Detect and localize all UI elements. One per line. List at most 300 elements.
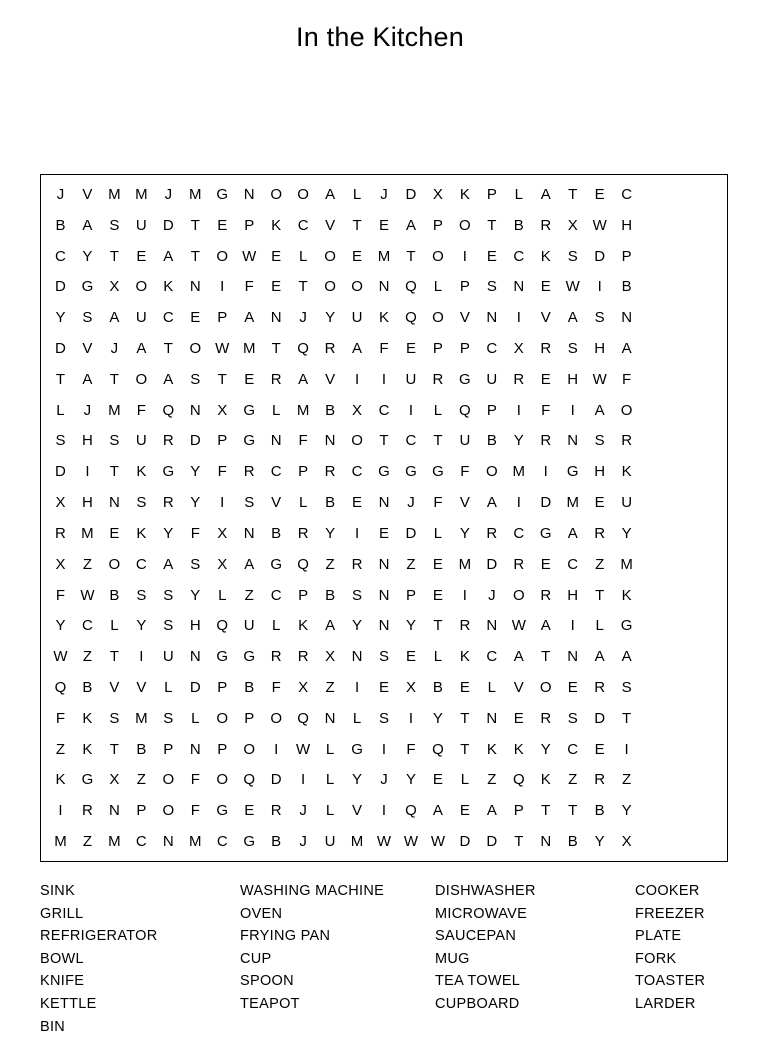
grid-letter[interactable]: E — [378, 216, 389, 234]
grid-letter[interactable]: L — [460, 771, 470, 789]
word-list-item[interactable]: REFRIGERATOR — [40, 928, 158, 945]
grid-letter[interactable]: Y — [325, 309, 336, 327]
grid-letter[interactable]: H — [567, 370, 579, 388]
grid-letter[interactable]: V — [459, 309, 470, 327]
grid-letter[interactable]: E — [540, 555, 551, 573]
grid-letter[interactable]: T — [622, 709, 632, 727]
grid-letter[interactable]: E — [271, 278, 282, 296]
grid-letter[interactable]: J — [299, 309, 307, 327]
grid-letter[interactable]: Z — [595, 555, 605, 573]
grid-letter[interactable]: N — [243, 185, 255, 203]
grid-letter[interactable] — [667, 241, 694, 272]
grid-letter[interactable]: M — [135, 185, 148, 203]
grid-letter[interactable]: I — [597, 278, 602, 296]
grid-letter[interactable]: R — [351, 555, 363, 573]
grid-letter[interactable]: J — [110, 339, 119, 357]
grid-letter[interactable]: S — [567, 339, 578, 357]
grid-letter[interactable]: I — [516, 401, 521, 419]
grid-letter[interactable]: S — [163, 586, 174, 604]
grid-letter[interactable]: Q — [405, 802, 417, 820]
grid-letter[interactable]: B — [513, 216, 524, 234]
word-list-item[interactable]: DISHWASHER — [435, 883, 536, 899]
grid-letter[interactable]: V — [325, 216, 336, 234]
grid-letter[interactable]: P — [136, 802, 147, 820]
grid-letter[interactable]: I — [462, 247, 467, 265]
grid-letter[interactable]: X — [513, 339, 524, 357]
grid-letter[interactable]: B — [486, 432, 497, 450]
grid-letter[interactable]: L — [325, 771, 335, 789]
grid-letter[interactable]: Q — [54, 678, 67, 696]
word-list-item[interactable]: FORK — [635, 950, 677, 967]
grid-letter[interactable]: W — [215, 339, 230, 357]
grid-letter[interactable]: C — [135, 833, 147, 851]
grid-letter[interactable]: M — [108, 401, 121, 419]
grid-letter[interactable]: Q — [432, 740, 444, 758]
grid-letter[interactable]: O — [459, 216, 471, 234]
grid-letter[interactable]: R — [297, 524, 309, 542]
grid-letter[interactable]: S — [136, 586, 147, 604]
grid-letter[interactable]: R — [621, 432, 633, 450]
grid-letter[interactable]: M — [458, 555, 472, 573]
grid-letter[interactable]: S — [109, 709, 120, 727]
grid-letter[interactable]: L — [433, 401, 443, 419]
grid-letter[interactable]: X — [217, 401, 228, 419]
grid-letter[interactable]: S — [244, 494, 255, 512]
grid-letter[interactable]: S — [486, 278, 497, 296]
grid-letter[interactable]: S — [594, 432, 605, 450]
grid-letter[interactable]: H — [567, 586, 579, 604]
grid-letter[interactable]: L — [164, 678, 173, 696]
grid-letter[interactable]: S — [109, 216, 120, 234]
grid-letter[interactable]: O — [135, 370, 148, 388]
grid-letter[interactable]: A — [352, 339, 363, 357]
grid-letter[interactable]: C — [486, 648, 498, 666]
grid-letter[interactable]: N — [189, 648, 201, 666]
grid-letter[interactable]: X — [298, 678, 309, 696]
grid-letter[interactable]: P — [513, 802, 524, 820]
grid-letter[interactable]: N — [378, 494, 390, 512]
grid-letter[interactable] — [640, 795, 667, 826]
grid-letter[interactable]: J — [164, 185, 173, 203]
grid-letter[interactable]: G — [243, 401, 256, 419]
grid-letter[interactable]: Q — [297, 555, 309, 573]
grid-letter[interactable]: K — [271, 216, 282, 234]
grid-letter[interactable] — [694, 271, 721, 302]
grid-letter[interactable]: F — [217, 463, 227, 481]
grid-letter[interactable]: A — [325, 617, 336, 635]
grid-letter[interactable]: X — [352, 401, 363, 419]
grid-letter[interactable]: G — [620, 617, 633, 635]
grid-letter[interactable] — [667, 795, 694, 826]
grid-letter[interactable]: T — [541, 648, 551, 666]
grid-letter[interactable]: L — [595, 617, 604, 635]
grid-letter[interactable]: K — [82, 709, 93, 727]
grid-letter[interactable]: A — [567, 524, 578, 542]
word-list-item[interactable]: FREEZER — [635, 905, 705, 922]
grid-letter[interactable]: N — [486, 709, 498, 727]
grid-letter[interactable]: M — [108, 185, 121, 203]
grid-letter[interactable]: O — [135, 278, 148, 296]
word-list-item[interactable]: MUG — [435, 950, 470, 967]
grid-letter[interactable]: B — [271, 524, 282, 542]
grid-letter[interactable]: N — [189, 740, 201, 758]
grid-letter[interactable]: C — [513, 247, 525, 265]
grid-letter[interactable]: H — [189, 617, 201, 635]
grid-letter[interactable]: Y — [190, 586, 201, 604]
grid-letter[interactable]: W — [511, 617, 526, 635]
grid-letter[interactable]: N — [378, 555, 390, 573]
grid-letter[interactable]: E — [513, 709, 524, 727]
grid-letter[interactable]: A — [163, 555, 174, 573]
grid-letter[interactable]: O — [270, 185, 282, 203]
grid-letter[interactable]: Y — [432, 709, 443, 727]
grid-letter[interactable]: M — [377, 247, 391, 265]
grid-letter[interactable]: R — [432, 370, 444, 388]
grid-letter[interactable]: L — [325, 802, 335, 820]
grid-letter[interactable]: O — [351, 432, 363, 450]
grid-letter[interactable]: T — [298, 278, 308, 296]
grid-letter[interactable]: A — [244, 309, 255, 327]
grid-letter[interactable] — [667, 333, 694, 364]
grid-letter[interactable]: O — [108, 555, 121, 573]
grid-letter[interactable] — [694, 580, 721, 611]
grid-letter[interactable] — [694, 672, 721, 703]
grid-letter[interactable]: O — [432, 309, 444, 327]
grid-letter[interactable]: A — [405, 216, 416, 234]
grid-letter[interactable]: R — [540, 709, 552, 727]
grid-letter[interactable]: Y — [190, 494, 201, 512]
grid-letter[interactable] — [694, 826, 721, 857]
grid-letter[interactable]: R — [270, 370, 282, 388]
grid-letter[interactable]: F — [541, 401, 551, 419]
grid-letter[interactable]: E — [352, 247, 363, 265]
grid-letter[interactable] — [640, 271, 667, 302]
grid-letter[interactable]: N — [270, 432, 282, 450]
grid-letter[interactable] — [667, 580, 694, 611]
grid-letter[interactable]: X — [55, 494, 66, 512]
grid-letter[interactable]: I — [381, 370, 387, 388]
grid-letter[interactable] — [640, 549, 667, 580]
grid-letter[interactable] — [667, 703, 694, 734]
grid-letter[interactable]: M — [189, 185, 202, 203]
grid-letter[interactable]: B — [271, 833, 282, 851]
grid-letter[interactable]: J — [488, 586, 496, 604]
grid-letter[interactable]: S — [190, 370, 201, 388]
grid-letter[interactable]: T — [433, 432, 443, 450]
grid-letter[interactable]: Z — [325, 678, 335, 696]
grid-letter[interactable]: I — [354, 370, 360, 388]
grid-letter[interactable]: N — [621, 309, 633, 327]
grid-letter[interactable]: L — [110, 617, 119, 635]
grid-letter[interactable]: X — [621, 833, 632, 851]
grid-letter[interactable]: S — [352, 586, 363, 604]
grid-letter[interactable]: A — [136, 339, 147, 357]
grid-letter[interactable]: M — [350, 833, 364, 851]
grid-letter[interactable]: M — [512, 463, 526, 481]
grid-letter[interactable]: E — [217, 216, 228, 234]
grid-letter[interactable]: X — [109, 771, 120, 789]
grid-letter[interactable]: J — [380, 771, 388, 789]
grid-letter[interactable]: S — [594, 309, 605, 327]
grid-letter[interactable]: L — [433, 278, 443, 296]
grid-letter[interactable]: K — [82, 740, 93, 758]
grid-letter[interactable]: D — [55, 278, 66, 296]
grid-letter[interactable]: T — [541, 802, 551, 820]
grid-letter[interactable] — [694, 364, 721, 395]
grid-letter[interactable] — [640, 395, 667, 426]
grid-letter[interactable]: P — [432, 216, 443, 234]
grid-letter[interactable]: R — [540, 339, 552, 357]
grid-letter[interactable]: D — [486, 833, 498, 851]
grid-letter[interactable]: Q — [216, 617, 229, 635]
grid-letter[interactable]: S — [378, 709, 389, 727]
grid-letter[interactable] — [640, 179, 667, 210]
grid-letter[interactable]: O — [539, 678, 552, 696]
grid-letter[interactable]: S — [136, 494, 147, 512]
grid-letter[interactable] — [694, 487, 721, 518]
grid-letter[interactable] — [640, 610, 667, 641]
grid-letter[interactable] — [640, 210, 667, 241]
grid-letter[interactable] — [667, 271, 694, 302]
grid-letter[interactable] — [640, 641, 667, 672]
grid-letter[interactable]: F — [622, 370, 632, 388]
grid-letter[interactable]: I — [516, 309, 521, 327]
grid-letter[interactable]: R — [486, 524, 498, 542]
word-list-item[interactable]: SAUCEPAN — [435, 928, 517, 945]
grid-letter[interactable]: U — [243, 617, 255, 635]
grid-letter[interactable]: V — [109, 678, 120, 696]
grid-letter[interactable]: N — [324, 432, 336, 450]
grid-letter[interactable]: L — [433, 524, 443, 542]
grid-letter[interactable]: U — [351, 309, 363, 327]
grid-letter[interactable]: V — [271, 494, 282, 512]
grid-letter[interactable]: K — [486, 740, 497, 758]
grid-letter[interactable]: S — [190, 555, 201, 573]
grid-letter[interactable]: C — [405, 432, 417, 450]
grid-letter[interactable] — [640, 518, 667, 549]
grid-letter[interactable]: F — [55, 709, 66, 727]
grid-letter[interactable]: P — [405, 586, 416, 604]
grid-letter[interactable]: D — [594, 247, 606, 265]
grid-letter[interactable]: E — [244, 802, 255, 820]
grid-letter[interactable] — [640, 734, 667, 765]
grid-letter[interactable]: N — [567, 432, 579, 450]
grid-letter[interactable]: T — [109, 463, 119, 481]
grid-letter[interactable]: B — [82, 678, 93, 696]
grid-letter[interactable]: N — [486, 617, 498, 635]
grid-letter[interactable]: K — [621, 463, 632, 481]
grid-letter[interactable]: Q — [405, 278, 417, 296]
grid-letter[interactable]: G — [243, 432, 256, 450]
grid-letter[interactable]: F — [190, 771, 200, 789]
grid-letter[interactable]: B — [55, 216, 66, 234]
grid-letter[interactable]: K — [540, 771, 551, 789]
grid-letter[interactable]: A — [109, 309, 120, 327]
grid-letter[interactable]: G — [216, 648, 229, 666]
grid-letter[interactable]: E — [190, 309, 201, 327]
grid-letter[interactable]: U — [135, 309, 147, 327]
grid-letter[interactable]: E — [109, 524, 120, 542]
grid-letter[interactable]: P — [459, 278, 470, 296]
word-list-item[interactable]: BIN — [40, 1018, 66, 1035]
grid-letter[interactable]: I — [220, 278, 225, 296]
grid-letter[interactable]: O — [486, 463, 498, 481]
grid-letter[interactable]: I — [408, 401, 414, 419]
grid-letter[interactable] — [640, 703, 667, 734]
grid-letter[interactable]: Y — [459, 524, 470, 542]
grid-letter[interactable]: Y — [136, 617, 147, 635]
grid-letter[interactable]: K — [540, 247, 551, 265]
grid-letter[interactable]: I — [139, 648, 144, 666]
grid-letter[interactable]: G — [81, 771, 94, 789]
grid-letter[interactable]: L — [433, 648, 443, 666]
grid-letter[interactable]: R — [243, 463, 255, 481]
grid-letter[interactable]: T — [190, 247, 200, 265]
grid-letter[interactable]: T — [55, 370, 66, 388]
grid-letter[interactable]: N — [108, 802, 120, 820]
grid-letter[interactable]: H — [82, 494, 93, 512]
grid-letter[interactable]: H — [594, 463, 606, 481]
grid-letter[interactable]: I — [570, 401, 575, 419]
grid-letter[interactable]: W — [296, 740, 311, 758]
grid-letter[interactable]: R — [82, 802, 93, 820]
grid-letter[interactable] — [694, 179, 721, 210]
grid-letter[interactable]: X — [55, 555, 66, 573]
grid-letter[interactable]: F — [136, 401, 146, 419]
grid-letter[interactable]: F — [406, 740, 416, 758]
grid-letter[interactable]: U — [162, 648, 174, 666]
grid-letter[interactable]: L — [487, 678, 496, 696]
grid-letter[interactable]: N — [189, 401, 201, 419]
grid-letter[interactable]: Z — [325, 555, 335, 573]
grid-letter[interactable]: M — [296, 401, 310, 419]
grid-letter[interactable]: E — [271, 247, 282, 265]
grid-letter[interactable]: B — [244, 678, 255, 696]
grid-letter[interactable] — [694, 426, 721, 457]
grid-letter[interactable] — [694, 765, 721, 796]
grid-letter[interactable] — [640, 580, 667, 611]
grid-letter[interactable]: G — [243, 648, 256, 666]
grid-letter[interactable]: Z — [82, 555, 93, 573]
grid-letter[interactable]: R — [55, 524, 66, 542]
word-list-item[interactable]: COOKER — [635, 883, 700, 899]
grid-letter[interactable]: V — [82, 339, 93, 357]
grid-letter[interactable]: R — [297, 648, 309, 666]
grid-letter[interactable]: X — [325, 648, 336, 666]
grid-letter[interactable]: A — [298, 370, 309, 388]
grid-letter[interactable]: V — [136, 678, 147, 696]
grid-letter[interactable]: R — [540, 432, 552, 450]
grid-letter[interactable]: Y — [352, 771, 363, 789]
grid-letter[interactable]: T — [568, 185, 578, 203]
grid-letter[interactable]: I — [381, 802, 387, 820]
grid-letter[interactable]: R — [270, 802, 282, 820]
grid-letter[interactable]: U — [135, 216, 147, 234]
grid-letter[interactable]: R — [162, 494, 174, 512]
grid-letter[interactable]: T — [271, 339, 281, 357]
grid-letter[interactable]: B — [594, 802, 605, 820]
grid-letter[interactable]: F — [271, 678, 281, 696]
grid-letter[interactable]: G — [81, 278, 94, 296]
grid-letter[interactable]: T — [190, 216, 200, 234]
grid-letter[interactable]: K — [378, 309, 389, 327]
grid-letter[interactable]: L — [514, 185, 523, 203]
grid-letter[interactable]: N — [351, 648, 363, 666]
word-list-item[interactable]: SPOON — [240, 973, 294, 990]
grid-letter[interactable] — [667, 518, 694, 549]
grid-letter[interactable]: R — [324, 463, 336, 481]
grid-letter[interactable]: A — [540, 617, 551, 635]
grid-letter[interactable]: X — [432, 185, 443, 203]
grid-letter[interactable]: V — [513, 678, 524, 696]
grid-letter[interactable] — [640, 426, 667, 457]
grid-letter[interactable]: L — [352, 185, 362, 203]
grid-letter[interactable]: I — [354, 524, 360, 542]
grid-letter[interactable]: E — [432, 555, 443, 573]
grid-letter[interactable]: N — [486, 309, 498, 327]
grid-letter[interactable]: J — [83, 401, 92, 419]
grid-letter[interactable]: A — [163, 370, 174, 388]
grid-letter[interactable]: O — [324, 247, 336, 265]
grid-letter[interactable]: Y — [621, 524, 632, 542]
grid-letter[interactable]: Z — [82, 833, 93, 851]
grid-letter[interactable]: Y — [352, 617, 363, 635]
grid-letter[interactable]: W — [592, 216, 607, 234]
grid-letter[interactable]: P — [217, 432, 228, 450]
grid-letter[interactable]: A — [82, 216, 93, 234]
grid-letter[interactable]: D — [189, 432, 201, 450]
grid-letter[interactable]: B — [109, 586, 120, 604]
grid-letter[interactable]: J — [380, 185, 388, 203]
grid-letter[interactable]: N — [270, 309, 282, 327]
grid-letter[interactable]: G — [539, 524, 552, 542]
grid-letter[interactable] — [694, 703, 721, 734]
word-list-item[interactable]: LARDER — [635, 995, 696, 1012]
grid-letter[interactable] — [667, 364, 694, 395]
grid-letter[interactable]: L — [298, 494, 308, 512]
grid-letter[interactable]: E — [594, 494, 605, 512]
word-list-item[interactable]: OVEN — [240, 905, 283, 922]
grid-letter[interactable]: F — [298, 432, 308, 450]
grid-letter[interactable]: Y — [82, 247, 93, 265]
grid-letter[interactable]: O — [512, 586, 525, 604]
grid-letter[interactable]: K — [136, 524, 147, 542]
word-list-item[interactable]: KNIFE — [40, 973, 85, 990]
grid-letter[interactable]: E — [244, 370, 255, 388]
grid-letter[interactable]: K — [459, 648, 470, 666]
grid-letter[interactable]: N — [108, 494, 120, 512]
grid-letter[interactable]: G — [432, 463, 444, 481]
grid-letter[interactable]: R — [594, 524, 606, 542]
grid-letter[interactable]: E — [352, 494, 363, 512]
grid-letter[interactable]: T — [595, 586, 605, 604]
grid-letter[interactable] — [667, 734, 694, 765]
grid-letter[interactable]: V — [82, 185, 93, 203]
grid-letter[interactable]: P — [486, 185, 497, 203]
grid-letter[interactable] — [694, 518, 721, 549]
grid-letter[interactable]: A — [82, 370, 93, 388]
grid-letter[interactable]: B — [325, 586, 336, 604]
grid-letter[interactable] — [667, 765, 694, 796]
grid-letter[interactable]: C — [351, 463, 363, 481]
grid-letter[interactable]: P — [244, 709, 255, 727]
grid-letter[interactable]: Z — [82, 648, 93, 666]
grid-letter[interactable]: N — [378, 278, 390, 296]
grid-letter[interactable] — [694, 395, 721, 426]
grid-letter[interactable]: W — [376, 833, 392, 851]
grid-letter[interactable]: T — [487, 216, 497, 234]
grid-letter[interactable]: F — [55, 586, 66, 604]
